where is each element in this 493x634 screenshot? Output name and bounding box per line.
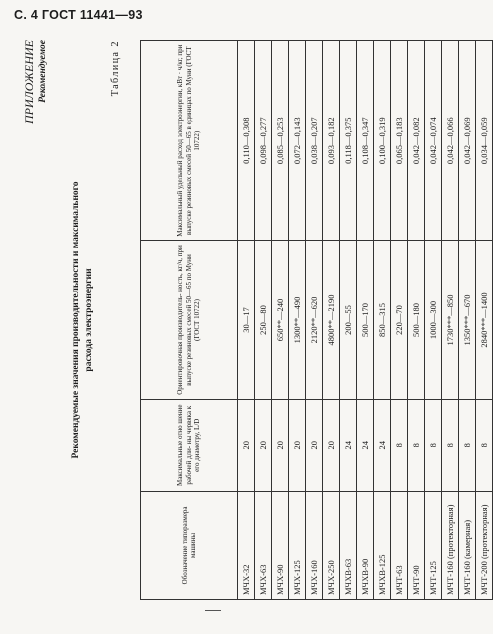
cell-ld: 8 [442, 399, 459, 491]
table-row [306, 41, 323, 600]
table-row [323, 41, 340, 600]
cell-power: 0,093—0,182 [323, 41, 340, 241]
cell-power: 0,042—0,066 [442, 41, 459, 241]
cell-name: МЧТ-90 [408, 491, 425, 599]
cell-name: МЧХ-125 [289, 491, 306, 599]
cell-power: 0,118—0,375 [340, 41, 357, 241]
cell-ld: 8 [476, 399, 493, 491]
cell-productivity: 1730***—850 [442, 241, 459, 399]
cell-ld: 24 [340, 399, 357, 491]
cell-name: МЧТ-160 (протекторная) [442, 491, 459, 599]
title-line-2: расхода электроэнергии [84, 268, 94, 372]
cell-productivity: 650**—240 [272, 241, 289, 399]
cell-ld: 8 [425, 399, 442, 491]
cell-productivity: 4800**—2190 [323, 241, 340, 399]
table-row [425, 41, 442, 600]
table-row [340, 41, 357, 600]
cell-power: 0,042—0,082 [408, 41, 425, 241]
table-row [238, 41, 255, 600]
table-row [408, 41, 425, 600]
cell-ld: 24 [357, 399, 374, 491]
cell-productivity: 1350***—670 [459, 241, 476, 399]
table-row [459, 41, 476, 600]
cell-ld: 20 [289, 399, 306, 491]
cell-power: 0,098—0,277 [255, 41, 272, 241]
cell-productivity: 2120**—620 [306, 241, 323, 399]
cell-ld: 20 [306, 399, 323, 491]
cell-power: 0,038—0,207 [306, 41, 323, 241]
cell-power: 0,042—0,069 [459, 41, 476, 241]
cell-ld: 20 [272, 399, 289, 491]
cell-ld: 8 [408, 399, 425, 491]
table-row [374, 41, 391, 600]
table-row [289, 41, 306, 600]
cell-ld: 20 [255, 399, 272, 491]
appendix-sublabel: Рекомендуемое [38, 40, 48, 103]
cell-name: МЧТ-63 [391, 491, 408, 599]
cell-name: МЧХВ-125 [374, 491, 391, 599]
data-table [140, 40, 493, 600]
table-row [255, 41, 272, 600]
col-header-ld: Максимальные отно шение рабочей дли- ны червяка к его диаметру, L/D [141, 399, 238, 491]
cell-name: МЧХ-32 [238, 491, 255, 599]
cell-productivity: 1300**—490 [289, 241, 306, 399]
cell-productivity: 30—17 [238, 241, 255, 399]
cell-productivity: 250—80 [255, 241, 272, 399]
table-row [391, 41, 408, 600]
cell-name: МЧХ-90 [272, 491, 289, 599]
cell-name: МЧХ-250 [323, 491, 340, 599]
appendix-label: ПРИЛОЖЕНИЕ [22, 40, 36, 124]
cell-name: МЧХ-63 [255, 491, 272, 599]
cell-productivity: 220—70 [391, 241, 408, 399]
cell-power: 0,042—0,074 [425, 41, 442, 241]
cell-power: 0,065—0,183 [391, 41, 408, 241]
cell-ld: 8 [391, 399, 408, 491]
cell-productivity: 850—315 [374, 241, 391, 399]
cell-ld: 24 [374, 399, 391, 491]
table-row [476, 41, 493, 600]
cell-name: МЧТ-200 (протекторная) [476, 491, 493, 599]
table-number: Таблица 2 [110, 40, 121, 97]
cell-productivity: 500—180 [408, 241, 425, 399]
page-header: С. 4 ГОСТ 11441—93 [14, 8, 143, 22]
cell-ld: 20 [323, 399, 340, 491]
cell-power: 0,108—0,347 [357, 41, 374, 241]
cell-ld: 8 [459, 399, 476, 491]
cell-productivity: 500—170 [357, 241, 374, 399]
cell-productivity: 200—55 [340, 241, 357, 399]
cell-ld: 20 [238, 399, 255, 491]
table-row [272, 41, 289, 600]
cell-productivity: 2840***—1400 [476, 241, 493, 399]
col-header-name: Обозначение типоразмера машины [141, 491, 238, 599]
table-row [357, 41, 374, 600]
col-header-productivity: Ориентировочная производитель- ность, кг/ч, при выпуске резиновых смесей 50—65 по Муни (ГОСТ 10722) [141, 241, 238, 399]
cell-name: МЧХВ-90 [357, 491, 374, 599]
cell-name: МЧТ-160 (камерная) [459, 491, 476, 599]
rotated-content [12, 40, 489, 600]
cell-power: 0,072—0,143 [289, 41, 306, 241]
table-row [442, 41, 459, 600]
cell-power: 0,085—0,253 [272, 41, 289, 241]
col-header-power: Максимальный удельный расход электроэнергии, кВт · ч/кг, при выпуске резиновых смесей 50—65 в единицах по Муни (ГОСТ 10722) [141, 41, 238, 241]
cell-productivity: 1000—300 [425, 241, 442, 399]
cell-power: 0,110—0,308 [238, 41, 255, 241]
cell-name: МЧТ-125 [425, 491, 442, 599]
cell-power: 0,100—0,319 [374, 41, 391, 241]
title-line-1: Рекомендуемые значения производительности и максимального [71, 181, 81, 459]
cell-power: 0,034—0,059 [476, 41, 493, 241]
bottom-dash [205, 610, 221, 611]
cell-name: МЧХ-160 [306, 491, 323, 599]
table-header-row [141, 41, 238, 600]
cell-name: МЧХВ-63 [340, 491, 357, 599]
